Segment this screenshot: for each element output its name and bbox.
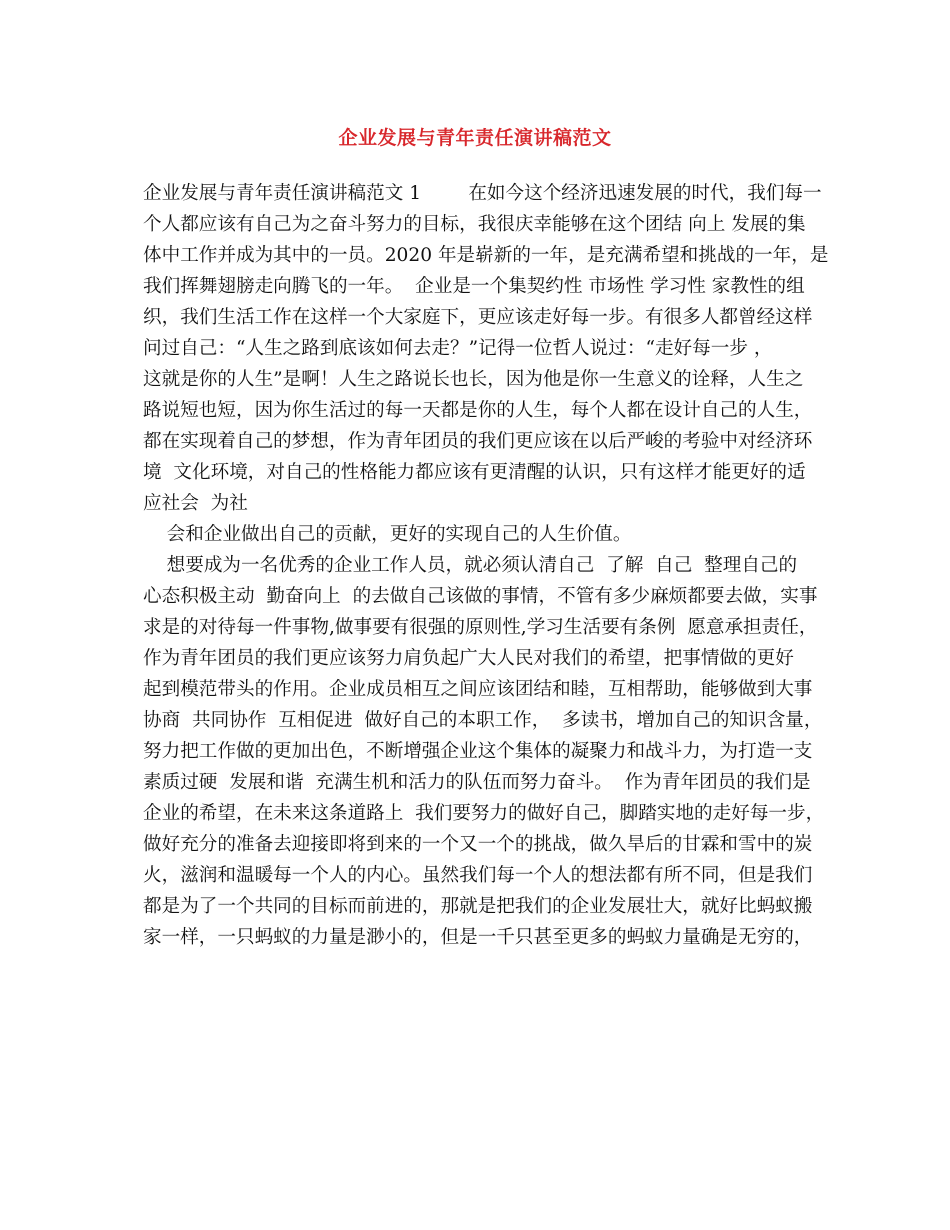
body-line: 都在实现着自己的梦想，作为青年团员的我们更应该在以后严峻的考验中对经济环	[143, 431, 813, 452]
body-line: 企业发展与青年责任演讲稿范文 1 在如今这个经济迅速发展的时代，我们每一	[143, 183, 822, 204]
body-line: 会和企业做出自己的贡献，更好的实现自己的人生价值。	[143, 524, 632, 545]
body-line: 协商 共同协作 互相促进 做好自己的本职工作， 多读书，增加自己的知识含量，	[143, 710, 823, 731]
body-line: 个人都应该有自己为之奋斗努力的目标，我很庆幸能够在这个团结 向上 发展的集	[143, 214, 806, 235]
body-line: 努力把工作做的更加出色，不断增强企业这个集体的凝聚力和战斗力，为打造一支	[143, 741, 813, 762]
body-line: 境 文化环境，对自己的性格能力都应该有更清醒的认识，只有这样才能更好的适	[143, 462, 806, 483]
body-line: 家一样，一只蚂蚁的力量是渺小的，但是一千只甚至更多的蚂蚁力量确是无穷的，	[143, 927, 813, 948]
body-line: 路说短也短，因为你生活过的每一天都是你的人生，每个人都在设计自己的人生，	[143, 400, 813, 421]
body-line: 我们挥舞翅膀走向腾飞的一年。 企业是一个集契约性 市场性 学习性 家教性的组	[143, 276, 805, 297]
body-line: 都是为了一个共同的目标而前进的，那就是把我们的企业发展壮大，就好比蚂蚁搬	[143, 896, 813, 917]
body-line: 这就是你的人生”是啊！人生之路说长也长，因为他是你一生意义的诠释，人生之	[143, 369, 804, 390]
body-line: 作为青年团员的我们更应该努力肩负起广大人民对我们的希望，把事情做的更好	[143, 648, 794, 669]
body-line: 求是的对待每一件事物,做事要有很强的原则性,学习生活要有条例 愿意承担责任，	[143, 617, 818, 638]
document-title: 企业发展与青年责任演讲稿范文	[338, 127, 612, 149]
body-line: 心态积极主动 勤奋向上 的去做自己该做的事情，不管有多少麻烦都要去做，实事	[143, 586, 818, 607]
body-line: 企业的希望，在未来这条道路上 我们要努力的做好自己，脚踏实地的走好每一步，	[143, 803, 825, 824]
body-line: 想要成为一名优秀的企业工作人员，就必须认清自己 了解 自己 整理自己的	[143, 555, 798, 576]
body-line: 体中工作并成为其中的一员。2020 年是崭新的一年，是充满希望和挑战的一年，是	[143, 245, 829, 266]
body-line: 火，滋润和温暖每一个人的内心。虽然我们每一个人的想法都有所不同，但是我们	[143, 865, 813, 886]
body-line: 做好充分的准备去迎接即将到来的一个又一个的挑战，做久旱后的甘霖和雪中的炭	[143, 834, 813, 855]
body-line: 织，我们生活工作在这样一个大家庭下，更应该走好每一步。有很多人都曾经这样	[143, 307, 813, 328]
body-line: 问过自己：“人生之路到底该如何去走？”记得一位哲人说过：“走好每一步 ，	[143, 338, 773, 359]
body-line: 应社会 为社	[143, 493, 248, 514]
body-line: 素质过硬 发展和谐 充满生机和活力的队伍而努力奋斗。 作为青年团员的我们是	[143, 772, 811, 793]
body-line: 起到模范带头的作用。企业成员相互之间应该团结和睦，互相帮助，能够做到大事	[143, 679, 813, 700]
